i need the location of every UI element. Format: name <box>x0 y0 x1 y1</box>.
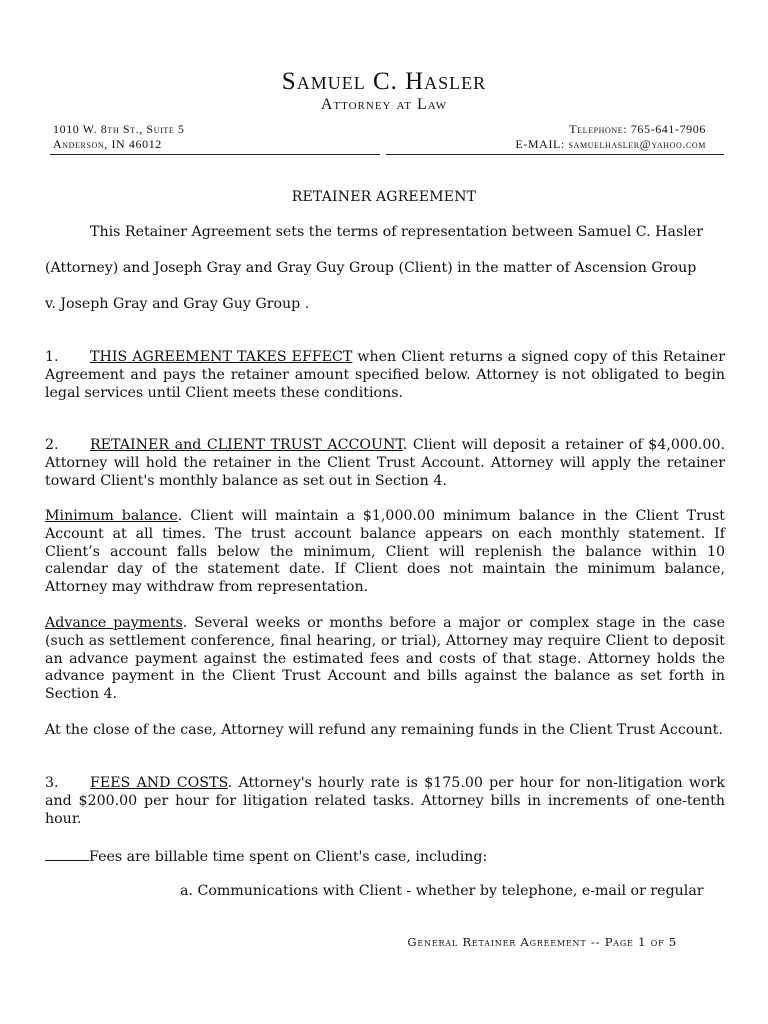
fees-line-text: Fees are billable time spent on Client's case, including: <box>89 849 488 865</box>
section-1-body: when Client returns a signed copy of this Retainer Agreement and pays the retainer amount specified below. Attorney is not obligated to begin legal services until Client meets these conditions. <box>45 349 725 401</box>
section-1 <box>45 349 725 402</box>
section-2-heading: RETAINER and CLIENT TRUST ACCOUNT <box>90 437 403 453</box>
address-line-1: 1010 W. 8th St., Suite 5 <box>53 122 185 136</box>
letterhead-subtitle: Attorney at Law <box>320 96 448 113</box>
document-title: RETAINER AGREEMENT <box>291 189 477 205</box>
page-footer: General Retainer Agreement -- Page 1 of 5 <box>407 935 677 949</box>
section-3-heading: FEES AND COSTS <box>90 775 228 791</box>
close-of-case-paragraph: At the close of the case, Attorney will refund any remaining funds in the Client Trust Account. <box>45 722 723 738</box>
address-block <box>53 122 185 152</box>
letterhead-rule-left <box>50 154 380 155</box>
section-2-body: . Client will deposit a retainer of $4,000.00. Attorney will hold the retainer in the Client Trust Account. Attorney will apply the retainer toward Client's monthly balance as set out in Section 4. <box>45 437 725 489</box>
section-3-number: 3. <box>45 775 59 791</box>
intro-line-1: This Retainer Agreement sets the terms of representation between Samuel C. Hasler <box>90 224 703 240</box>
email: E-MAIL: samuelhasler@yahoo.com <box>515 137 706 151</box>
intro-line-2: (Attorney) and Joseph Gray and Gray Guy Group (Client) in the matter of Ascension Group <box>45 260 697 276</box>
intro-line-3: v. Joseph Gray and Gray Guy Group . <box>45 296 310 312</box>
minimum-balance-body: . Client will maintain a $1,000.00 minimum balance in the Client Trust Account at all times. The trust account balance appears on each monthly statement. If Client’s account falls below the minimum, Client will replenish the balance within 10 calendar day of the statement date. If Client does not maintain the minimum balance, Attorney may withdraw from representation. <box>45 508 725 596</box>
section-1-number: 1. <box>45 349 59 365</box>
minimum-balance-heading: Minimum balance <box>45 508 178 524</box>
contact-block <box>515 122 706 152</box>
advance-payments-heading: Advance payments <box>45 615 183 631</box>
letterhead-name: Samuel C. Hasler <box>281 68 487 95</box>
section-3 <box>45 775 725 828</box>
section-2 <box>45 437 725 490</box>
advance-payments-body: . Several weeks or months before a major or complex stage in the case (such as settlement conference, final hearing, or trial), Attorney may require Client to deposit an advance payment against the estimated fees and costs of that stage. Attorney holds the advance payment in the Client Trust Account and bills against the balance as set forth in Section 4. <box>45 615 725 703</box>
minimum-balance-paragraph <box>45 508 725 597</box>
letterhead-rule-right <box>386 154 724 155</box>
address-line-2: Anderson, IN 46012 <box>53 137 162 151</box>
item-a: a. Communications with Client - whether by telephone, e-mail or regular <box>180 883 704 899</box>
advance-payments-paragraph <box>45 615 725 704</box>
fees-line <box>45 848 725 867</box>
intro-paragraph <box>45 214 725 322</box>
section-2-number: 2. <box>45 437 59 453</box>
section-1-heading: THIS AGREEMENT TAKES EFFECT <box>90 349 353 365</box>
blank-line <box>45 848 89 861</box>
telephone: Telephone: 765-641-7906 <box>569 122 706 136</box>
section-3-body: . Attorney's hourly rate is $175.00 per hour for non-litigation work and $200.00 per hour for litigation related tasks. Attorney bills in increments of one-tenth hour. <box>45 775 726 827</box>
